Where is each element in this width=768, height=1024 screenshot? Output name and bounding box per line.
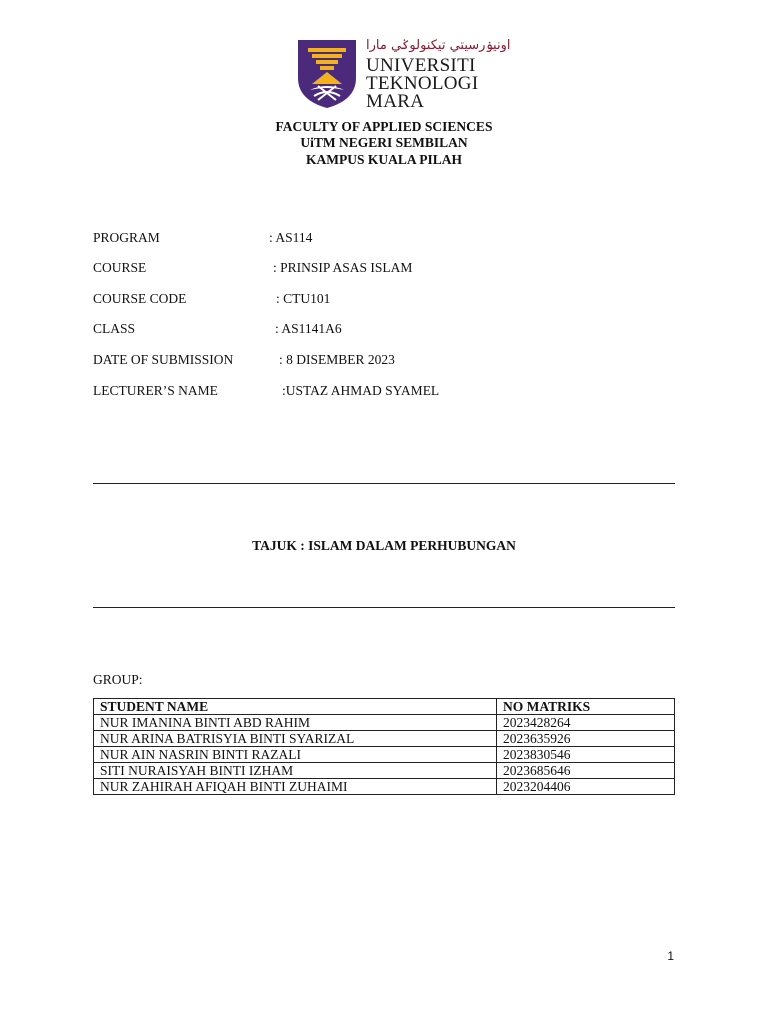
student-name-cell: NUR AIN NASRIN BINTI RAZALI [94, 747, 497, 763]
logo-line-universiti: UNIVERSITI [366, 55, 476, 76]
assignment-title: TAJUK : ISLAM DALAM PERHUBUNGAN [252, 538, 516, 553]
info-value-program: : AS114 [269, 230, 313, 245]
header-student-name: STUDENT NAME [94, 699, 497, 715]
info-value-class: : AS1141A6 [275, 321, 342, 336]
matric-number-cell: 2023204406 [497, 779, 675, 795]
info-value-course: : PRINSIP ASAS ISLAM [273, 260, 413, 275]
info-value-lecturer: :USTAZ AHMAD SYAMEL [282, 383, 440, 398]
matric-number-cell: 2023830546 [497, 747, 675, 763]
info-label-program: PROGRAM [93, 230, 160, 245]
table-header-row [94, 699, 675, 715]
student-name-cell: NUR ZAHIRAH AFIQAH BINTI ZUHAIMI [94, 779, 497, 795]
logo-line-teknologi: TEKNOLOGI [366, 73, 479, 94]
logo-line-mara: MARA [366, 91, 425, 112]
table-row [94, 747, 675, 763]
info-label-course-code: COURSE CODE [93, 291, 187, 306]
top-divider [93, 483, 675, 484]
info-value-date: : 8 DISEMBER 2023 [279, 352, 395, 367]
info-label-lecturer: LECTURER’S NAME [93, 383, 218, 398]
group-label: GROUP: [93, 672, 143, 687]
matric-number-cell: 2023635926 [497, 731, 675, 747]
logo-jawi-text: اونيۏرسيتي تيکنولوݢي مارا [366, 38, 511, 53]
info-label-course: COURSE [93, 260, 147, 275]
info-label-class: CLASS [93, 321, 136, 336]
campus-state-heading: UiTM NEGERI SEMBILAN [300, 135, 468, 150]
uitm-logo [296, 38, 511, 112]
info-value-course-code: : CTU101 [276, 291, 331, 306]
table-row [94, 715, 675, 731]
campus-heading: KAMPUS KUALA PILAH [305, 152, 462, 167]
matric-number-cell: 2023428264 [497, 715, 675, 731]
matric-number-cell: 2023685646 [497, 763, 675, 779]
page-number: 1 [667, 949, 674, 963]
faculty-heading: FACULTY OF APPLIED SCIENCES [275, 119, 493, 134]
table-row [94, 763, 675, 779]
table-row [94, 731, 675, 747]
student-name-cell: NUR ARINA BATRISYIA BINTI SYARIZAL [94, 731, 497, 747]
student-name-cell: NUR IMANINA BINTI ABD RAHIM [94, 715, 497, 731]
uitm-crest-icon [296, 38, 358, 110]
table-row [94, 779, 675, 795]
student-name-cell: SITI NURAISYAH BINTI IZHAM [94, 763, 497, 779]
student-table [93, 698, 675, 795]
header-no-matriks: NO MATRIKS [497, 699, 675, 715]
info-label-date: DATE OF SUBMISSION [93, 352, 234, 367]
bottom-divider [93, 607, 675, 608]
